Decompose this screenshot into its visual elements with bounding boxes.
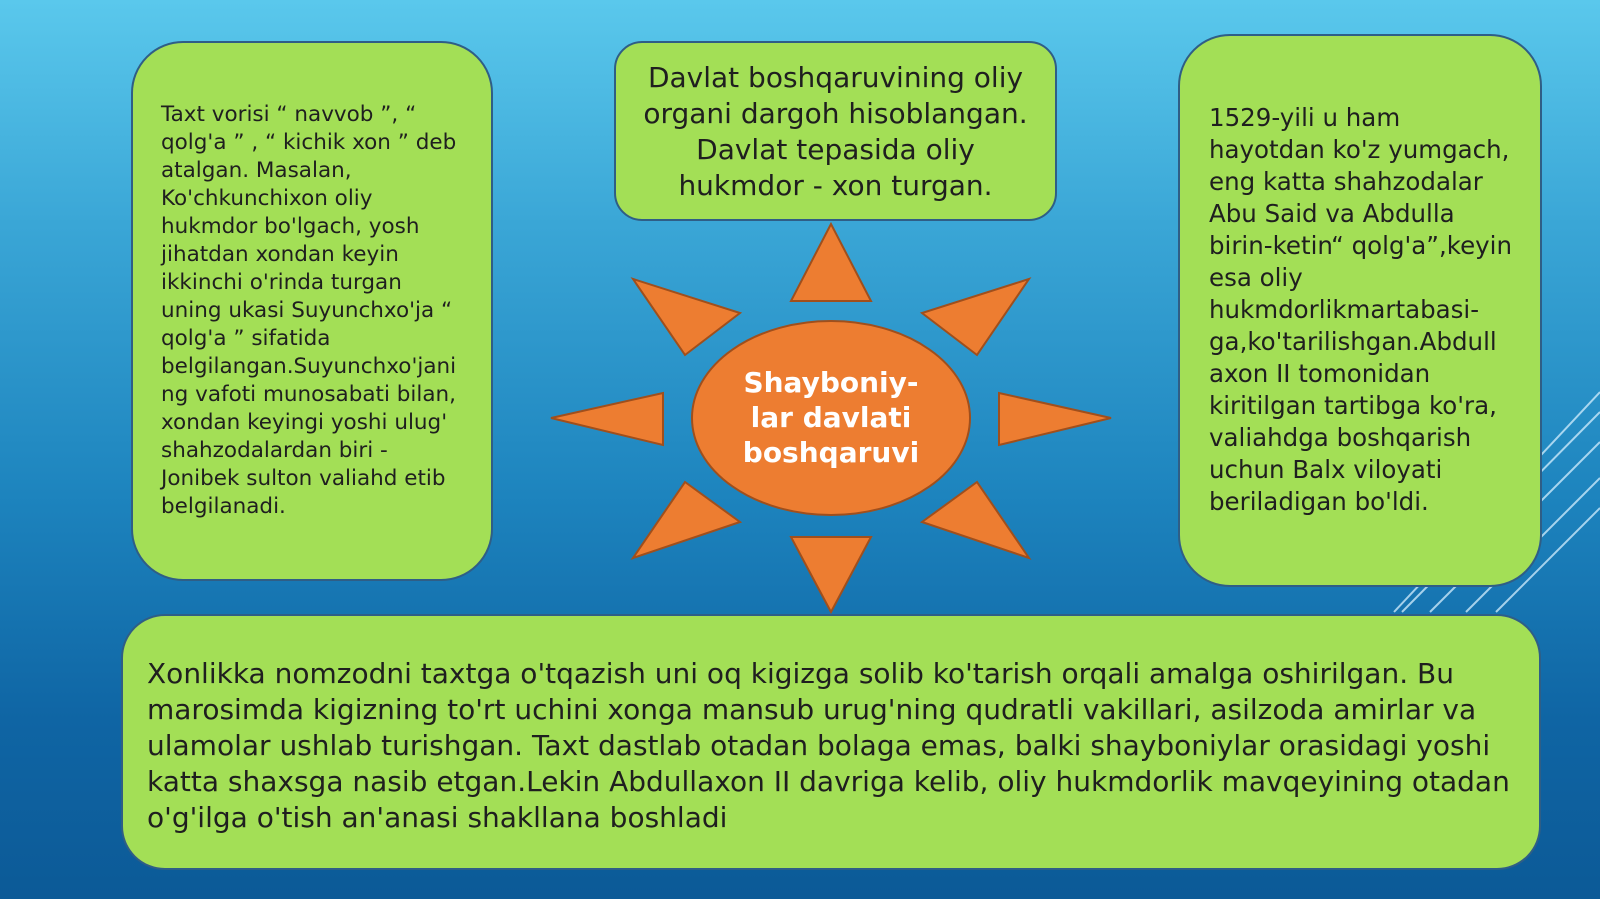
center-label: Shayboniy- lar davlati boshqaruvi — [742, 366, 920, 469]
right-box-text: 1529-yili u ham hayotdan ko'z yumgach, eng katta shahzodalar Abu Said va Abdulla birin-ketin“ qolg'a”,keyin esa oliy hukmdorlikmartabasi- ga,ko'tarilishgan.Abdull axon II tomonidan kiritilgan tartibga ko'ra, valiahdga boshqarish uchun Balx viloyati beriladigan bo'ldi. — [1209, 103, 1512, 516]
ray-top — [791, 224, 871, 301]
left-text-box — [131, 41, 493, 581]
right-text-box — [1178, 34, 1542, 587]
ray-bottom — [791, 537, 871, 612]
ray-left — [551, 393, 663, 445]
ray-bottom-left — [633, 482, 740, 558]
top-box-text: Davlat boshqaruvining oliy organi dargoh hisoblangan. Davlat tepasida oliy hukmdor - xon turgan. — [643, 61, 1028, 202]
ray-right — [999, 393, 1111, 445]
ray-top-left — [633, 279, 740, 355]
bottom-box-text: Xonlikka nomzodni taxtga o'tqazish uni oq kigizga solib ko'tarish orqali amalga oshirilgan. Bu marosimda kigizning to'rt uchini xonga mansub urug'ning qudratli vakillari, asilzoda amirlar va ulamolar ushlab turishgan. Taxt dastlab otadan bolaga emas, balki shayboniylar orasidagi yoshi katta shaxsga nasib etgan.Lekin Abdullaxon II davriga kelib, oliy hukmdorlik mavqeyining otadan o'g'ilga o'tish an'anasi shakllana boshladi — [147, 657, 1510, 834]
ray-bottom-right — [922, 482, 1029, 558]
top-text-box — [614, 41, 1057, 221]
left-box-text: Taxt vorisi “ navvob ”, “ qolg'a ” , “ kichik xon ” deb atalgan. Masalan, Ko'chkunchixon oliy hukmdor bo'lgach, yosh jihatdan xondan keyin ikkinchi o'rinda turgan uning ukasi Suyunchxo'ja “ qolg'a ” sifatida belgilangan.Suyunchxo'jani ng vafoti munosabati bilan, xondan keyingi yoshi ulug' shahzodalardan biri - Jonibek sulton valiahd etib belgilanadi. — [161, 102, 457, 519]
bottom-text-box — [121, 614, 1541, 870]
ray-top-right — [922, 279, 1029, 355]
